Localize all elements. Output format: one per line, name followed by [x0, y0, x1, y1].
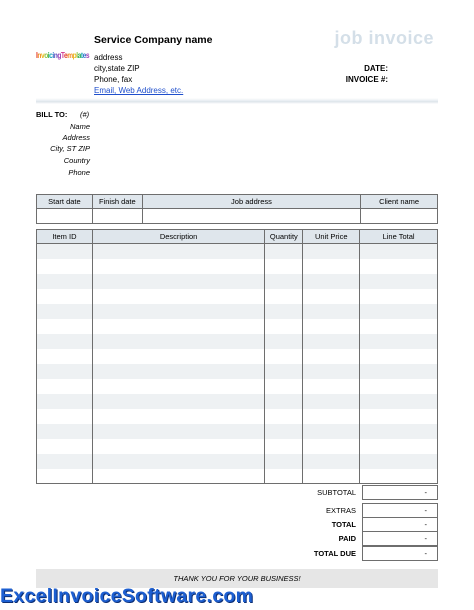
item-cell[interactable] [265, 289, 303, 304]
item-cell[interactable] [37, 289, 93, 304]
item-cell[interactable] [265, 379, 303, 394]
item-cell[interactable] [303, 424, 360, 439]
item-cell[interactable] [360, 364, 438, 379]
item-cell[interactable] [265, 349, 303, 364]
item-cell[interactable] [303, 259, 360, 274]
table-row [37, 409, 438, 424]
item-cell[interactable] [265, 454, 303, 469]
table-row [37, 319, 438, 334]
item-cell[interactable] [92, 439, 265, 454]
item-cell[interactable] [37, 469, 93, 484]
item-cell[interactable] [265, 319, 303, 334]
header-finish-date: Finish date [92, 195, 142, 209]
bill-to-number: (#) [80, 110, 90, 119]
total-value[interactable]: - [362, 485, 438, 500]
item-cell[interactable] [303, 394, 360, 409]
item-cell[interactable] [92, 289, 265, 304]
total-value[interactable]: - [362, 546, 438, 561]
item-cell[interactable] [92, 424, 265, 439]
item-cell[interactable] [265, 469, 303, 484]
item-cell[interactable] [92, 244, 265, 259]
item-cell[interactable] [37, 379, 93, 394]
item-cell[interactable] [92, 319, 265, 334]
header-start-date: Start date [37, 195, 93, 209]
item-cell[interactable] [303, 274, 360, 289]
item-cell[interactable] [360, 259, 438, 274]
item-cell[interactable] [360, 274, 438, 289]
item-cell[interactable] [360, 454, 438, 469]
item-cell[interactable] [265, 334, 303, 349]
item-cell[interactable] [360, 379, 438, 394]
item-cell[interactable] [37, 394, 93, 409]
company-address: address [94, 53, 123, 62]
item-cell[interactable] [360, 469, 438, 484]
item-cell[interactable] [265, 274, 303, 289]
item-cell[interactable] [360, 424, 438, 439]
total-label: PAID [338, 534, 356, 543]
header-client-name: Client name [361, 195, 438, 209]
item-cell[interactable] [360, 244, 438, 259]
item-cell[interactable] [92, 274, 265, 289]
item-cell[interactable] [303, 439, 360, 454]
table-row [37, 469, 438, 484]
item-cell[interactable] [303, 364, 360, 379]
item-cell[interactable] [360, 334, 438, 349]
brand-watermark: ExcelInvoiceSoftware.com [0, 585, 254, 607]
item-cell[interactable] [37, 454, 93, 469]
item-cell[interactable] [92, 394, 265, 409]
item-cell[interactable] [360, 304, 438, 319]
bill-to-address: Address [62, 133, 90, 142]
header-quantity: Quantity [265, 230, 303, 244]
item-cell[interactable] [360, 394, 438, 409]
item-cell[interactable] [303, 244, 360, 259]
item-cell[interactable] [37, 274, 93, 289]
table-row [37, 394, 438, 409]
start-date-cell[interactable] [37, 209, 93, 224]
table-row [37, 364, 438, 379]
item-cell[interactable] [92, 364, 265, 379]
header-description: Description [92, 230, 265, 244]
bill-to-name: Name [69, 122, 90, 131]
document-title: job invoice [334, 28, 434, 48]
line-items-table [36, 229, 438, 484]
company-logo [36, 50, 90, 64]
item-cell[interactable] [265, 364, 303, 379]
item-cell[interactable] [303, 409, 360, 424]
table-row [37, 379, 438, 394]
header-item-id: Item ID [37, 230, 93, 244]
item-cell[interactable] [265, 394, 303, 409]
item-cell[interactable] [360, 439, 438, 454]
bill-to-label: BILL TO: [36, 110, 68, 119]
header-unit-price: Unit Price [303, 230, 360, 244]
item-cell[interactable] [265, 244, 303, 259]
item-cell[interactable] [265, 409, 303, 424]
total-label: SUBTOTAL [317, 488, 356, 497]
date-label: DATE: [364, 64, 388, 73]
table-row [37, 244, 438, 259]
item-cell[interactable] [303, 319, 360, 334]
item-cell[interactable] [265, 424, 303, 439]
item-cell[interactable] [92, 469, 265, 484]
bill-to-city: City, ST ZIP [50, 144, 90, 153]
table-row [37, 274, 438, 289]
job-info-table [36, 194, 438, 224]
bill-to-country: Country [63, 156, 90, 165]
company-email-link[interactable]: Email, Web Address, etc. [94, 86, 184, 95]
table-row [37, 424, 438, 439]
item-cell[interactable] [37, 439, 93, 454]
item-cell[interactable] [92, 259, 265, 274]
logo-text: InvoicingTemplates [36, 50, 90, 60]
job-address-cell[interactable] [142, 209, 360, 224]
item-cell[interactable] [360, 409, 438, 424]
item-cell[interactable] [303, 349, 360, 364]
item-cell[interactable] [92, 304, 265, 319]
total-label: TOTAL [331, 520, 356, 529]
item-cell[interactable] [360, 319, 438, 334]
total-value[interactable]: - [362, 503, 438, 518]
item-cell[interactable] [92, 454, 265, 469]
total-label: TOTAL DUE [313, 549, 356, 558]
finish-date-cell[interactable] [92, 209, 142, 224]
item-cell[interactable] [92, 349, 265, 364]
header-job-address: Job address [142, 195, 360, 209]
item-cell[interactable] [92, 334, 265, 349]
item-cell[interactable] [303, 304, 360, 319]
item-cell[interactable] [37, 259, 93, 274]
table-row [37, 289, 438, 304]
client-name-cell[interactable] [361, 209, 438, 224]
item-cell[interactable] [37, 334, 93, 349]
item-cell[interactable] [92, 379, 265, 394]
item-cell[interactable] [265, 439, 303, 454]
item-cell[interactable] [303, 454, 360, 469]
item-cell[interactable] [92, 409, 265, 424]
company-city: city,state ZIP [94, 64, 140, 73]
total-value[interactable]: - [362, 517, 438, 532]
item-cell[interactable] [37, 319, 93, 334]
item-cell[interactable] [265, 259, 303, 274]
item-cell[interactable] [360, 289, 438, 304]
thank-you-message: THANK YOU FOR YOUR BUSINESS! [36, 569, 438, 588]
header-separator [36, 98, 438, 104]
item-cell[interactable] [37, 304, 93, 319]
total-label: EXTRAS [325, 506, 356, 515]
item-cell[interactable] [303, 379, 360, 394]
header-line-total: Line Total [360, 230, 438, 244]
item-cell[interactable] [37, 349, 93, 364]
company-name: Service Company name [94, 34, 213, 46]
table-row [37, 439, 438, 454]
item-cell[interactable] [37, 409, 93, 424]
table-row [37, 259, 438, 274]
table-row [37, 334, 438, 349]
item-cell[interactable] [303, 469, 360, 484]
item-cell[interactable] [360, 349, 438, 364]
item-cell[interactable] [37, 364, 93, 379]
table-row [37, 304, 438, 319]
total-value[interactable]: - [362, 531, 438, 546]
bill-to-phone: Phone [68, 168, 90, 177]
table-row [37, 349, 438, 364]
company-phone: Phone, fax [94, 75, 133, 84]
item-cell[interactable] [303, 289, 360, 304]
item-cell[interactable] [303, 334, 360, 349]
item-cell[interactable] [265, 304, 303, 319]
item-cell[interactable] [37, 424, 93, 439]
item-cell[interactable] [37, 244, 93, 259]
table-row [37, 454, 438, 469]
invoice-number-label: INVOICE #: [345, 75, 388, 84]
